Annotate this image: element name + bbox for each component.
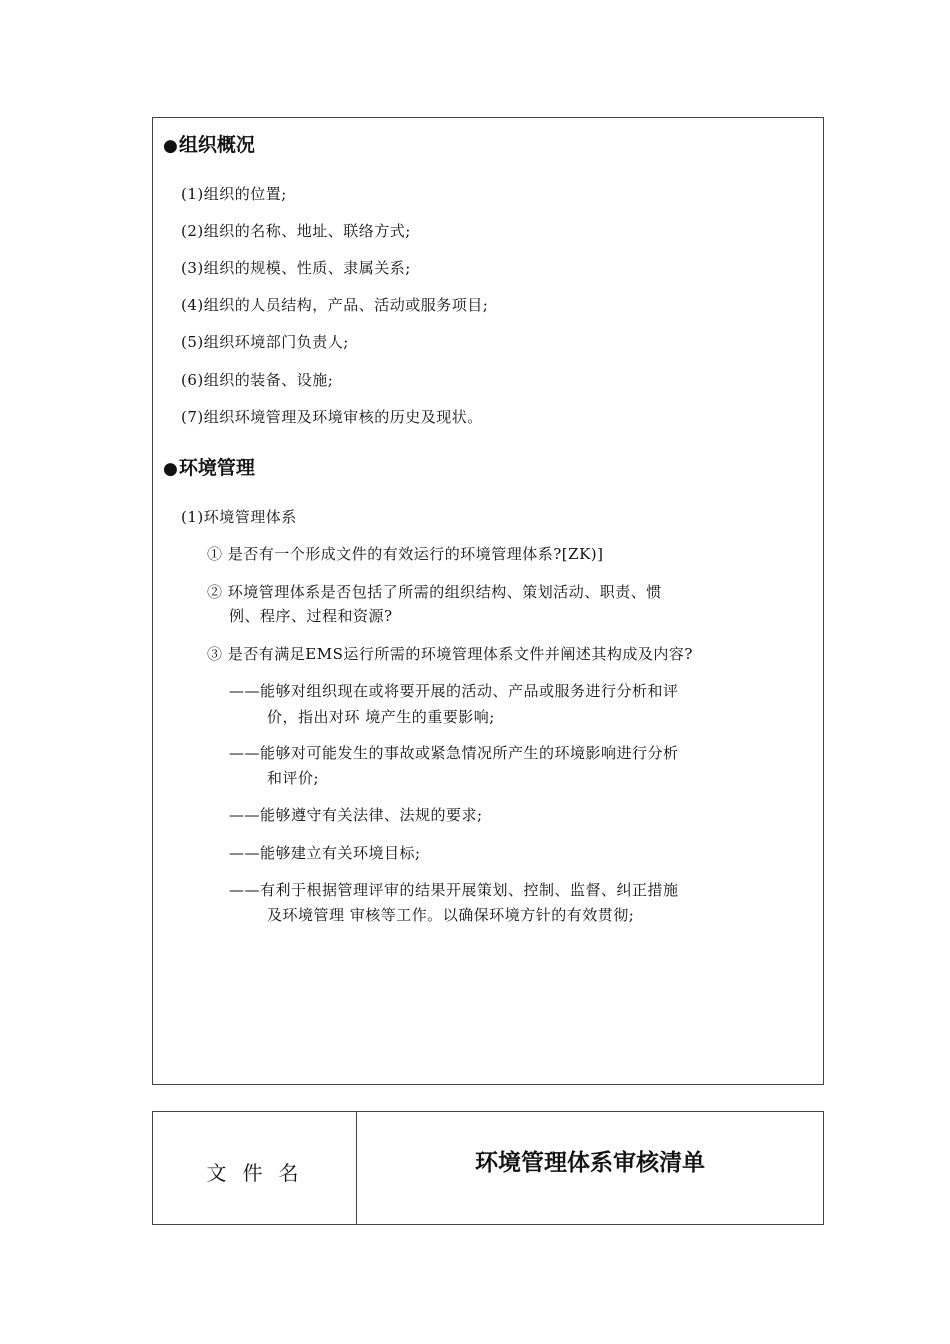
detail-5-line-1: ——有利于根据管理评审的结果开展策划、控制、监督、纠正措施 xyxy=(229,881,679,899)
question-3: ③ 是否有满足EMS运行所需的环境管理体系文件并阐述其构成及内容? xyxy=(207,645,693,663)
list-item: (3)组织的规模、性质、隶属关系; xyxy=(181,259,411,277)
section-heading-env-management xyxy=(163,456,255,481)
section-title: 组织概况 xyxy=(178,134,255,156)
document-name-table xyxy=(152,1111,824,1225)
detail-2-line-2: 和评价; xyxy=(267,769,320,787)
list-item: (4)组织的人员结构，产品、活动或服务项目; xyxy=(181,296,489,314)
document-name-value: 环境管理体系审核清单 xyxy=(475,1150,705,1176)
list-item: (2)组织的名称、地址、联络方式; xyxy=(181,222,411,240)
detail-3: ——能够遵守有关法律、法规的要求; xyxy=(229,806,483,824)
detail-1-line-2: 价，指出对环 境产生的重要影响; xyxy=(267,708,495,726)
detail-1-line-1: ——能够对组织现在或将要开展的活动、产品或服务进行分析和评 xyxy=(229,682,679,700)
question-2-line-2: 例、程序、过程和资源? xyxy=(229,607,393,625)
question-1: ① 是否有一个形成文件的有效运行的环境管理体系?[ZK)] xyxy=(207,545,604,563)
detail-2-line-1: ——能够对可能发生的事故或紧急情况所产生的环境影响进行分析 xyxy=(229,744,679,762)
detail-4: ——能够建立有关环境目标; xyxy=(229,844,421,862)
document-name-label: 文件名 xyxy=(153,1112,357,1224)
list-item: (6)组织的装备、设施; xyxy=(181,371,334,389)
list-item: (7)组织环境管理及环境审核的历史及现状。 xyxy=(181,408,483,426)
bullet-icon: ● xyxy=(163,459,178,479)
list-item: (1)组织的位置; xyxy=(181,185,287,203)
section-title: 环境管理 xyxy=(178,457,255,479)
bullet-icon: ● xyxy=(163,136,178,156)
question-2-line-1: ② 环境管理体系是否包括了所需的组织结构、策划活动、职责、惯 xyxy=(207,583,662,601)
sub-heading: (1)环境管理体系 xyxy=(181,508,297,526)
detail-5-line-2: 及环境管理 审核等工作。以确保环境方针的有效贯彻; xyxy=(267,906,635,924)
section-heading-org-overview xyxy=(163,133,255,158)
list-item: (5)组织环境部门负责人; xyxy=(181,333,349,351)
